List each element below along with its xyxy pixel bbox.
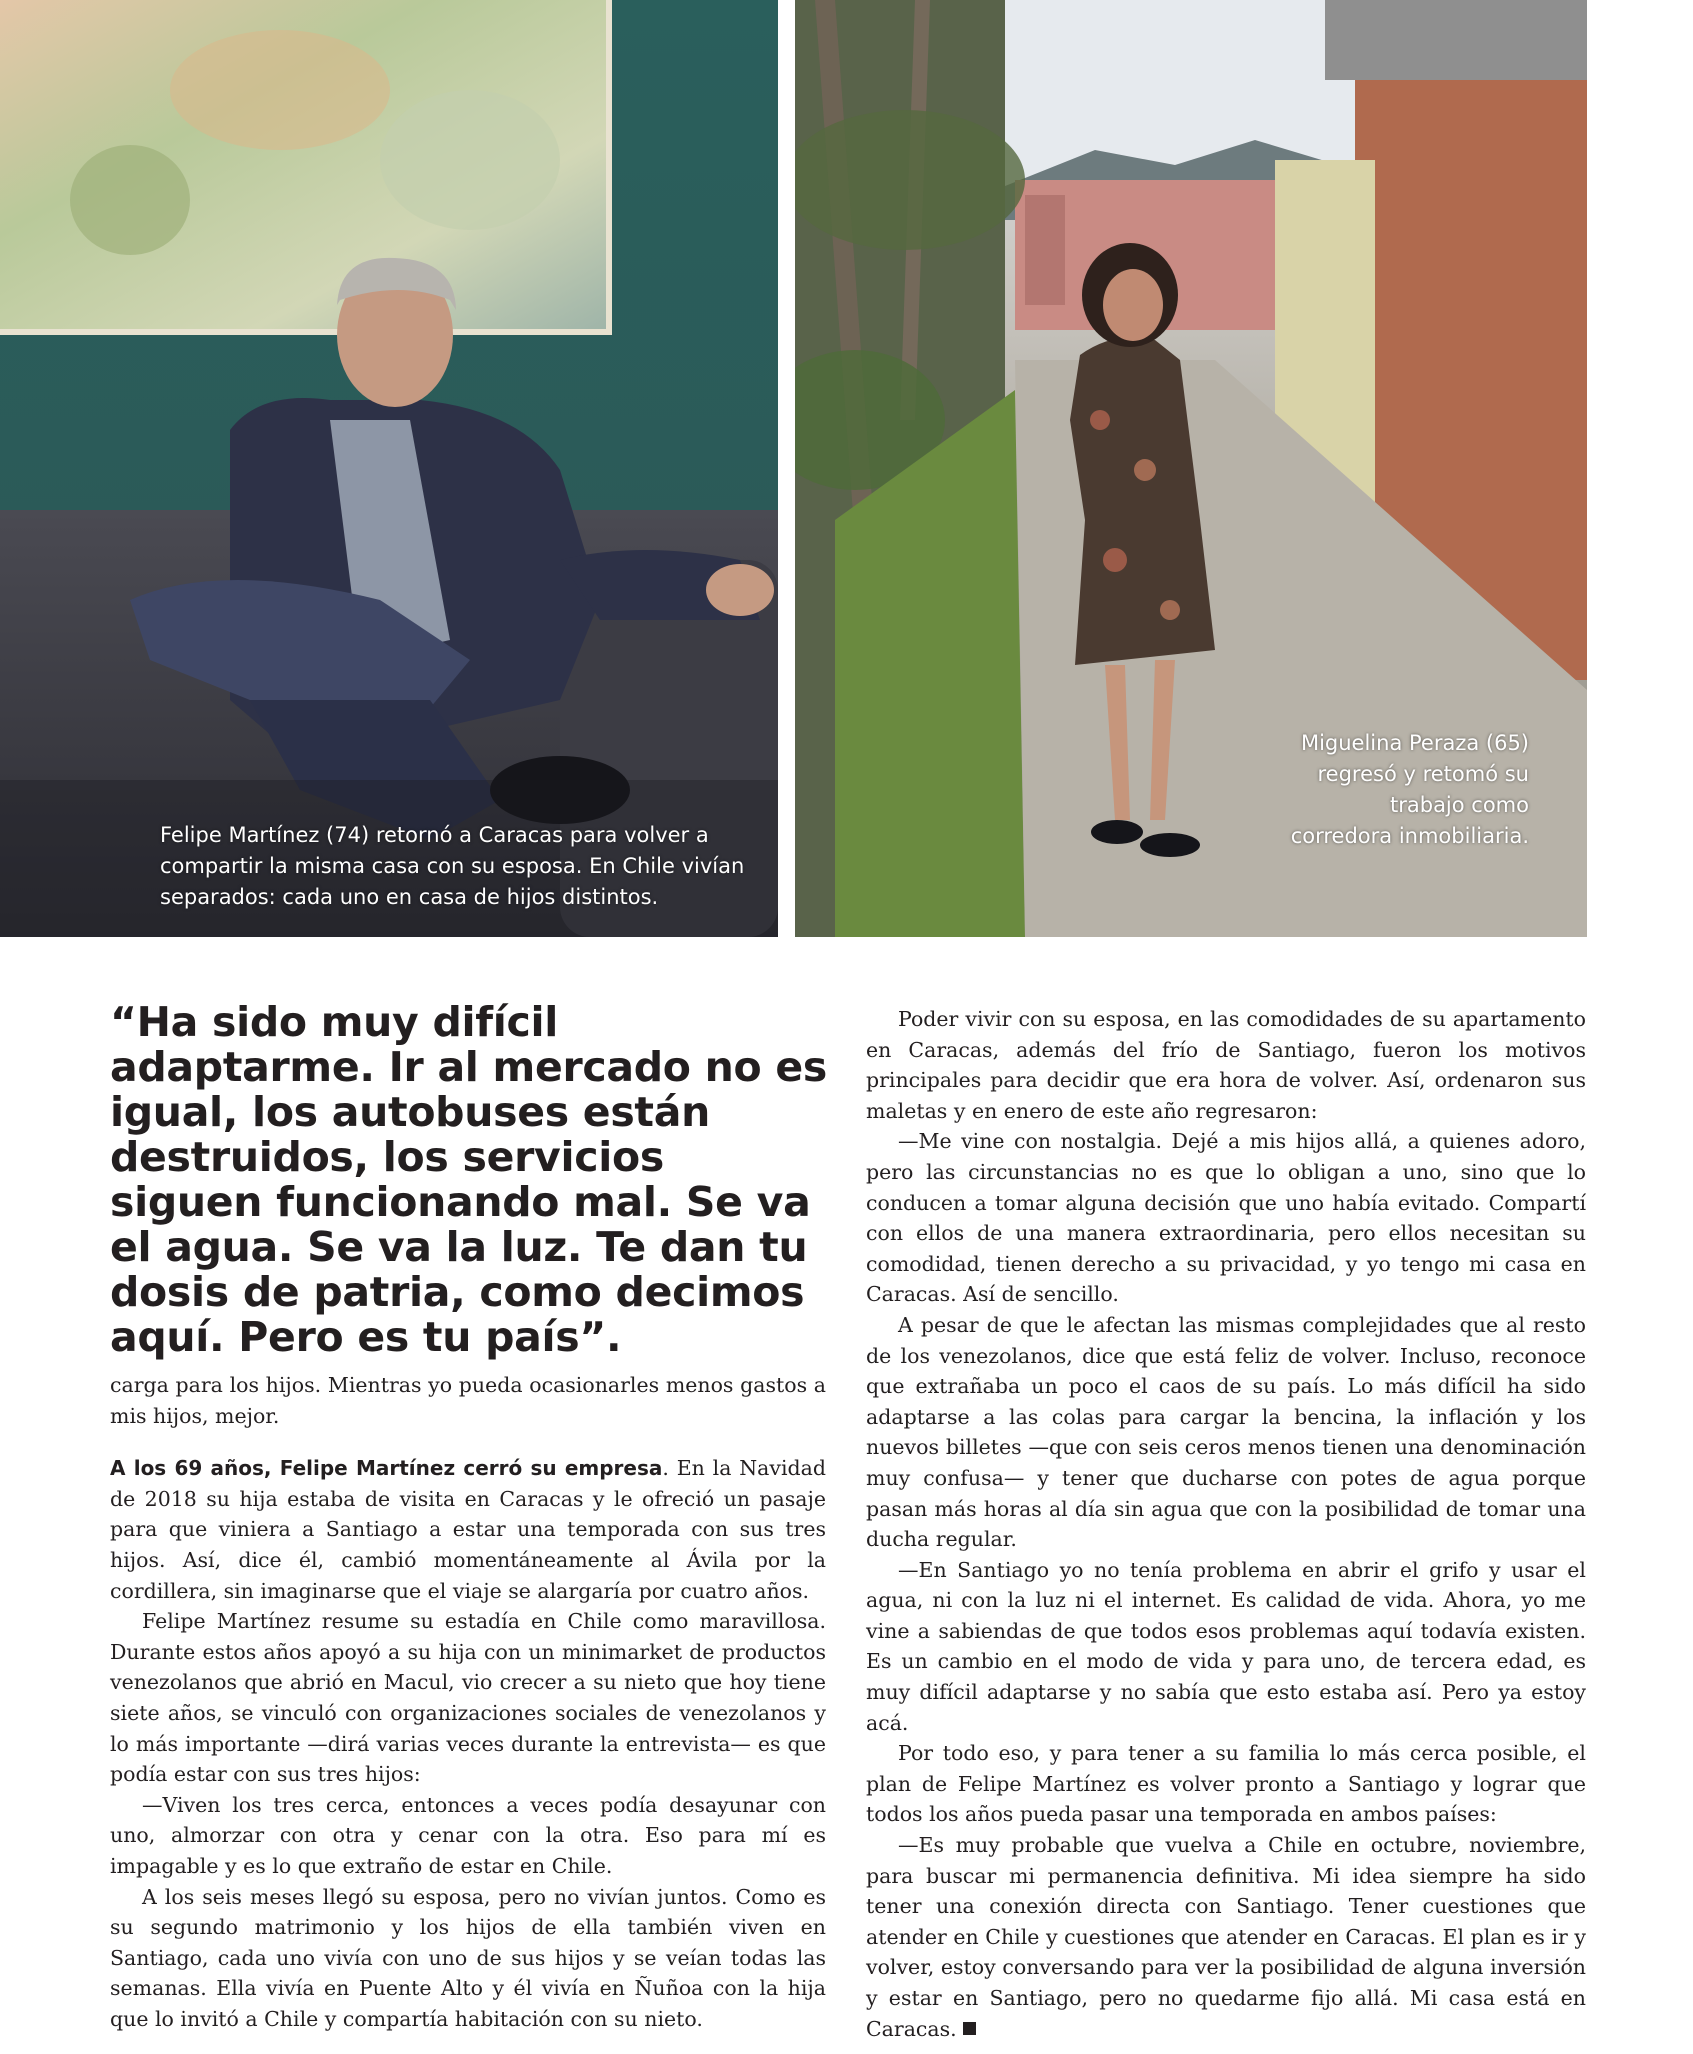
paragraph: carga para los hijos. Mientras yo pueda ocasionarles menos gastos a mis hijos, mejor. [110,1373,826,1428]
photo-miguelina-peraza [795,0,1587,937]
photo-caption-miguelina: Miguelina Peraza (65) regresó y retomó su trabajo como corredora inmobiliaria. [1290,731,1529,848]
photo-felipe-illustration [0,0,778,937]
paragraph: —Me vine con nostalgia. Dejé a mis hijos allá, a quienes adoro, pero las circunstancias no es que lo obligan a uno, sino que lo conducen a tomar alguna decisión que uno había evitado. Compartí con ellos de una manera extraordinaria, pero ellos necesitan su comodidad, tienen derecho a su privacidad, y yo tengo mi casa en Caracas. Así de sencillo. [866,1129,1586,1307]
paragraph-text: . En la Navidad de 2018 su hija estaba de visita en Caracas y le ofreció un pasaje para que viniera a Santiago a estar una temporada con sus tres hijos. Así, dice él, cambió momentáneamente al Ávila por la cordillera, sin imaginarse que el viaje se alargaría por cuatro años. [110,1456,826,1603]
paragraph: A los seis meses llegó su esposa, pero no vivían juntos. Como es su segundo matrimonio y los hijos de ella también viven en Santiago, cada uno vivía con uno de sus hijos y se veían todas las semanas. Ella vivía en Puente Alto y él vivía en Ñuñoa con la hija que lo invitó a Chile y compartía habitación con su nieto. [110,1884,826,2031]
paragraph: A pesar de que le afectan las mismas complejidades que al resto de los venezolanos, dice que está feliz de volver. Incluso, reconoce que extrañaba un poco el caos de su país. Lo más difícil ha sido adaptarse a las colas para cargar la bencina, la inflación y los nuevos billetes —que con seis ceros menos tienen una denominación muy confusa— y tener que ducharse con potes de agua porque pasan más horas al día sin agua que con la posibilidad de tomar una ducha regular. [866,1312,1586,1552]
article-column-right [866,1004,1586,2044]
pull-quote: “Ha sido muy difícil adaptarme. Ir al mercado no es igual, los autobuses están destruidos, los servicios siguen funcionando mal. Se va el agua. Se va la luz. Te dan tu dosis de patria, como decimos aquí. Pero es tu país”. [110,998,827,1361]
paragraph-text: —Es muy probable que vuelva a Chile en octubre, noviembre, para buscar mi permanencia definitiva. Mi idea siempre ha sido tener una conexión directa con Santiago. Tener cuestiones que atender en Chile y cuestiones que atender en Caracas. El plan es ir y volver, estoy conversando para ver la posibilidad de alguna inversión y estar en Santiago, pero no quedarme fijo allá. Mi casa está en Caracas. [866,1833,1586,2041]
end-of-article-mark [963,2022,976,2035]
paragraph: Poder vivir con su esposa, en las comodidades de su apartamento en Caracas, además del frío de Santiago, fueron los motivos principales para decidir que era hora de volver. Así, ordenaron sus maletas y en enero de este año regresaron: [866,1007,1586,1123]
lead-in-heading: A los 69 años, Felipe Martínez cerró su empresa [110,1456,663,1481]
article-column-left [110,1370,826,2034]
photo-felipe-martinez [0,0,778,937]
photo-caption-felipe: Felipe Martínez (74) retornó a Caracas para volver a compartir la misma casa con su esposa. En Chile vivían separados: cada uno en casa de hijos distintos. [160,823,745,909]
paragraph: —Viven los tres cerca, entonces a veces podía desayunar con uno, almorzar con otra y cenar con la otra. Eso para mí es impagable y es lo que extraño de estar en Chile. [110,1792,826,1878]
paragraph: —En Santiago yo no tenía problema en abrir el grifo y usar el agua, ni con la luz ni el internet. Es calidad de vida. Ahora, yo me vine a sabiendas de que todos esos problemas aquí todavía existen. Es un cambio en el modo de vida y para uno, de tercera edad, es muy difícil adaptarse y no sabía que esto estaba así. Pero ya estoy acá. [866,1557,1586,1735]
paragraph-final [866,1830,1586,2044]
paragraph-lead [110,1453,826,1606]
paragraph: Por todo eso, y para tener a su familia lo más cerca posible, el plan de Felipe Martínez es volver pronto a Santiago y lograr que todos los años pueda pasar una temporada en ambos países: [866,1741,1586,1827]
paragraph: Felipe Martínez resume su estadía en Chile como maravillosa. Durante estos años apoyó a su hija con un minimarket de productos venezolanos que abrió en Macul, vio crecer a su nieto que hoy tiene siete años, se vinculó con organizaciones sociales de venezolanos y lo más importante —dirá varias veces durante la entrevista— es que podía estar con sus tres hijos: [110,1609,826,1787]
